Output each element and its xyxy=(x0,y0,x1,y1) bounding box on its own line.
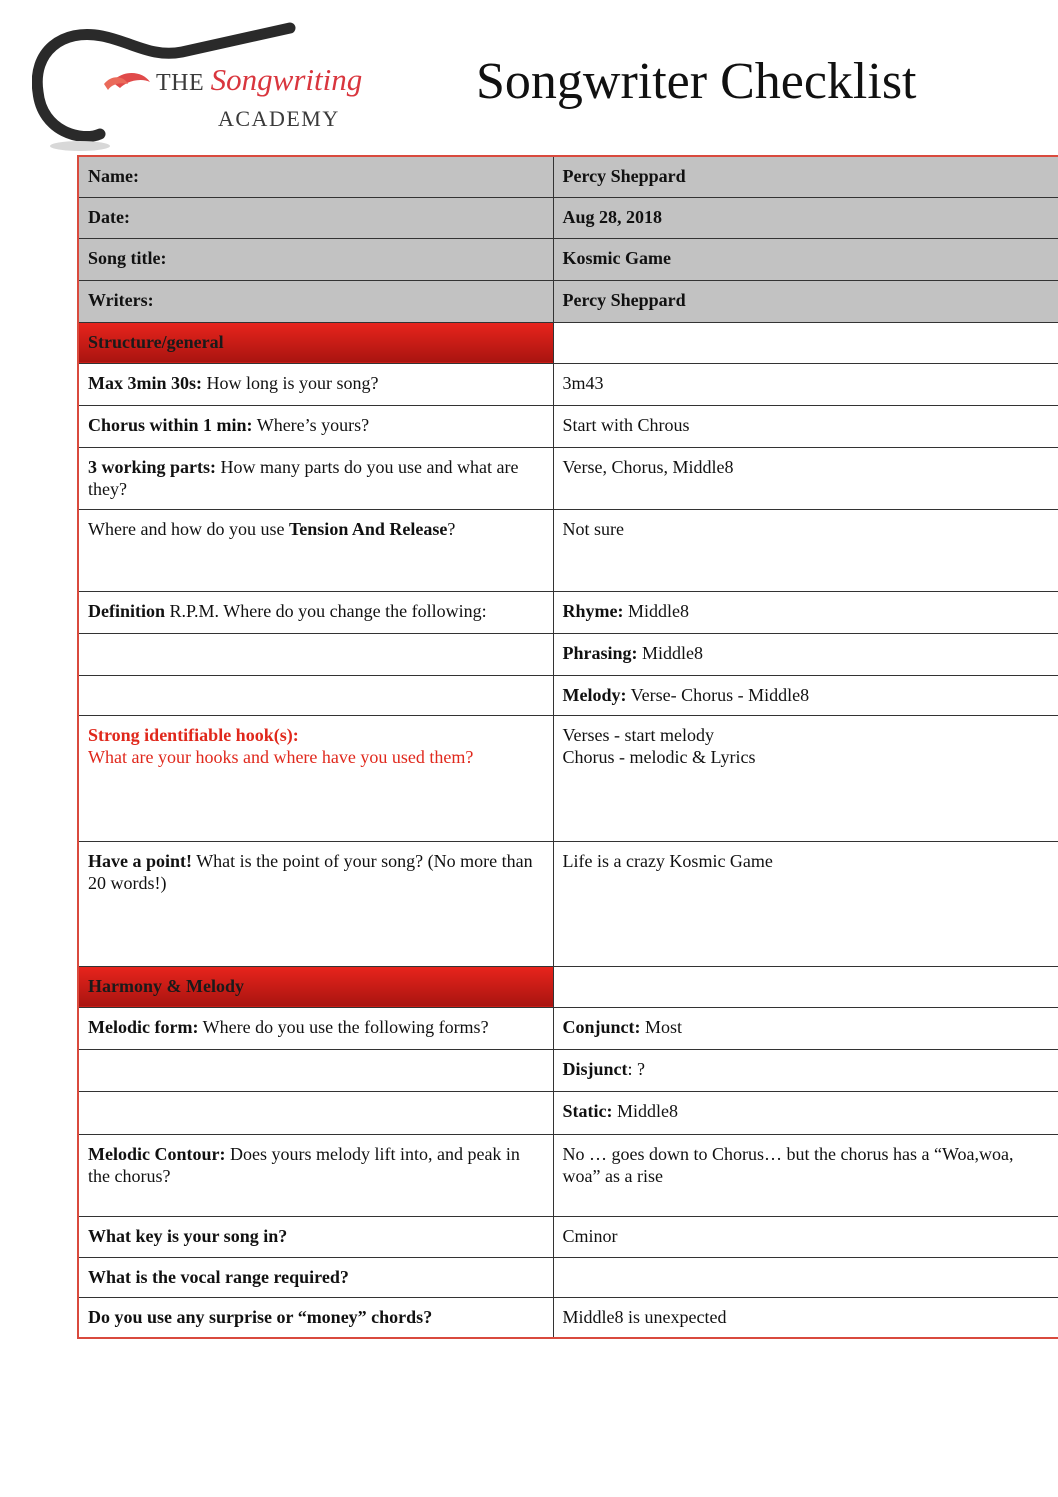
song-title-value[interactable]: Kosmic Game xyxy=(553,238,1058,280)
parts-question xyxy=(78,447,553,509)
harmony-heading-blank xyxy=(553,966,1058,1007)
table-row xyxy=(78,363,1058,405)
hook-text: What are your hooks and where have you used them? xyxy=(88,746,474,767)
rhyme-label: Rhyme: xyxy=(562,600,624,621)
table-row xyxy=(78,591,1058,633)
table-row xyxy=(78,1257,1058,1297)
static-answer[interactable] xyxy=(553,1091,1058,1134)
blank-cell xyxy=(78,1091,553,1134)
name-row xyxy=(78,156,1058,197)
melody-value: Verse- Chorus - Middle8 xyxy=(626,684,810,705)
disjunct-answer[interactable] xyxy=(553,1049,1058,1091)
melodic-form-question xyxy=(78,1007,553,1049)
parts-bold: 3 working parts: xyxy=(88,456,217,477)
page-title: Songwriter Checklist xyxy=(476,53,917,110)
static-label: Static: xyxy=(562,1100,613,1121)
name-value[interactable]: Percy Sheppard xyxy=(553,156,1058,197)
contour-text: Does yours melody lift into, and peak in the chorus? xyxy=(88,1143,520,1186)
logo-wordmark xyxy=(156,62,362,98)
date-label: Date: xyxy=(78,197,553,238)
tension-question xyxy=(78,509,553,591)
hook-answer[interactable] xyxy=(553,715,1058,841)
chorus-bold: Chorus within 1 min: xyxy=(88,414,253,435)
rpm-text: R.P.M. Where do you change the following: xyxy=(165,600,487,621)
tension-answer[interactable]: Not sure xyxy=(553,509,1058,591)
table-row xyxy=(78,715,1058,841)
writers-value[interactable]: Percy Sheppard xyxy=(553,280,1058,322)
harmony-section-row xyxy=(78,966,1058,1007)
table-row xyxy=(78,1007,1058,1049)
surprise-chords-question: Do you use any surprise or “money” chords? xyxy=(78,1297,553,1338)
song-length-question xyxy=(78,363,553,405)
logo-script: Songwriting xyxy=(210,62,363,97)
tension-bold: Tension And Release xyxy=(288,518,448,539)
table-row xyxy=(78,1216,1058,1257)
contour-answer[interactable]: No … goes down to Chorus… but the chorus has a “Woa,woa, woa” as a rise xyxy=(553,1134,1058,1216)
harmony-heading: Harmony & Melody xyxy=(78,966,553,1007)
table-row xyxy=(78,1134,1058,1216)
hook-question xyxy=(78,715,553,841)
table-row xyxy=(78,633,1058,675)
melody-label: Melody: xyxy=(562,684,627,705)
phrasing-label: Phrasing: xyxy=(562,642,638,663)
song-length-bold: Max 3min 30s: xyxy=(88,372,202,393)
date-value[interactable]: Aug 28, 2018 xyxy=(553,197,1058,238)
blank-cell xyxy=(78,675,553,715)
table-row xyxy=(78,841,1058,966)
logo-the: THE xyxy=(156,70,205,96)
song-length-answer[interactable]: 3m43 xyxy=(553,363,1058,405)
structure-section-row xyxy=(78,322,1058,363)
structure-heading-blank xyxy=(553,322,1058,363)
phrasing-value: Middle8 xyxy=(637,642,704,663)
table-row xyxy=(78,675,1058,715)
conjunct-answer[interactable] xyxy=(553,1007,1058,1049)
static-value: Middle8 xyxy=(612,1100,678,1121)
song-title-label: Song title: xyxy=(78,238,553,280)
rhyme-answer[interactable] xyxy=(553,591,1058,633)
date-row xyxy=(78,197,1058,238)
name-label: Name: xyxy=(78,156,553,197)
key-question: What key is your song in? xyxy=(78,1216,553,1257)
vocal-range-question: What is the vocal range required? xyxy=(78,1257,553,1297)
melodic-form-text: Where do you use the following forms? xyxy=(198,1016,489,1037)
surprise-chords-answer[interactable]: Middle8 is unexpected xyxy=(553,1297,1058,1338)
table-row xyxy=(78,405,1058,447)
academy-logo xyxy=(32,22,363,157)
hook-answer-line-1: Verses - start melody xyxy=(562,724,714,745)
rhyme-value: Middle8 xyxy=(623,600,689,621)
song-title-row xyxy=(78,238,1058,280)
blank-cell xyxy=(78,1049,553,1091)
disjunct-value: : ? xyxy=(627,1058,646,1079)
phrasing-answer[interactable] xyxy=(553,633,1058,675)
table-row xyxy=(78,1049,1058,1091)
table-row xyxy=(78,509,1058,591)
parts-text: How many parts do you use and what are they? xyxy=(88,456,519,499)
rpm-bold: Definition xyxy=(88,600,166,621)
point-answer[interactable]: Life is a crazy Kosmic Game xyxy=(553,841,1058,966)
melodic-form-bold: Melodic form: xyxy=(88,1016,199,1037)
chorus-text: Where’s yours? xyxy=(252,414,370,435)
point-bold: Have a point! xyxy=(88,850,193,871)
structure-heading: Structure/general xyxy=(78,322,553,363)
parts-answer[interactable]: Verse, Chorus, Middle8 xyxy=(553,447,1058,509)
table-row xyxy=(78,1091,1058,1134)
chorus-answer[interactable]: Start with Chrous xyxy=(553,405,1058,447)
disjunct-label: Disjunct xyxy=(562,1058,628,1079)
conjunct-value: Most xyxy=(640,1016,683,1037)
tension-pre: Where and how do you use xyxy=(88,518,289,539)
hook-bold: Strong identifiable hook(s): xyxy=(88,724,299,745)
point-text: What is the point of your song? (No more than 20 words!) xyxy=(88,850,533,893)
contour-bold: Melodic Contour: xyxy=(88,1143,226,1164)
contour-question xyxy=(78,1134,553,1216)
writers-label: Writers: xyxy=(78,280,553,322)
checklist-table xyxy=(77,155,1058,1339)
tension-post: ? xyxy=(447,518,456,539)
chorus-question xyxy=(78,405,553,447)
conjunct-label: Conjunct: xyxy=(562,1016,641,1037)
melody-answer[interactable] xyxy=(553,675,1058,715)
point-question xyxy=(78,841,553,966)
logo-academy: ACADEMY xyxy=(218,106,340,131)
song-length-text: How long is your song? xyxy=(202,372,379,393)
key-answer[interactable]: Cminor xyxy=(553,1216,1058,1257)
hook-answer-line-2: Chorus - melodic & Lyrics xyxy=(562,746,756,767)
blank-cell xyxy=(78,633,553,675)
table-row xyxy=(78,1297,1058,1338)
table-row xyxy=(78,447,1058,509)
rpm-question xyxy=(78,591,553,633)
writers-row xyxy=(78,280,1058,322)
vocal-range-answer[interactable] xyxy=(553,1257,1058,1297)
